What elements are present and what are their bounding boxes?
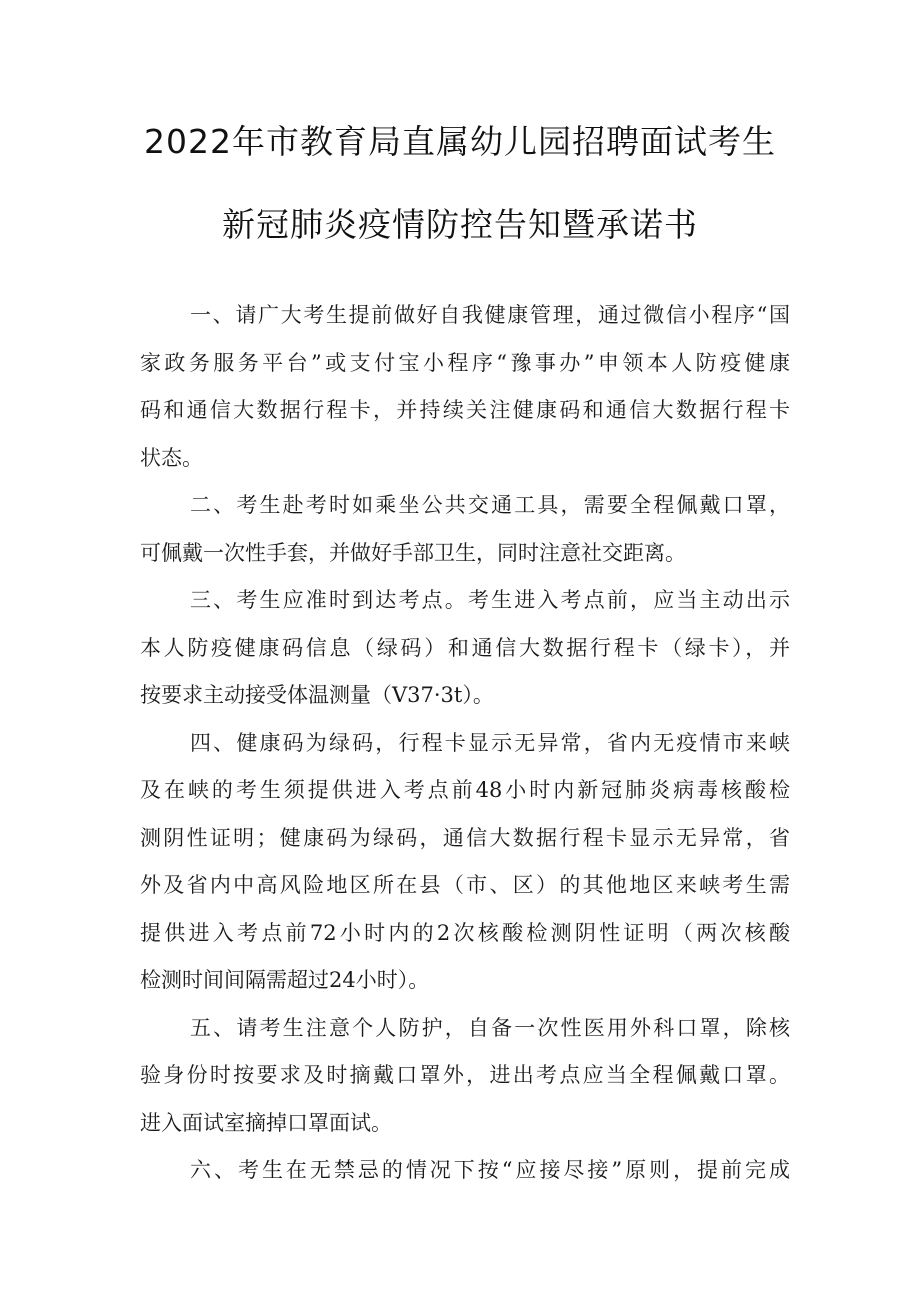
document-body bbox=[140, 292, 790, 1195]
paragraph-line: 进入面试室摘掉口罩面试。 bbox=[140, 1110, 392, 1135]
paragraph-line: 四、健康码为绿码，行程卡显示无异常，省内无疫情市来峡 bbox=[190, 730, 790, 755]
paragraph-line: 按要求主动接受体温测量（V37·3t）。 bbox=[140, 683, 494, 707]
paragraph-2 bbox=[140, 482, 790, 577]
paragraph-line: 二、考生赴考时如乘坐公共交通工具，需要全程佩戴口罩， bbox=[190, 493, 790, 517]
paragraph-line: 五、请考生注意个人防护，自备一次性医用外科口罩，除核 bbox=[190, 1015, 790, 1040]
paragraph-line: 检测时间间隔需超过24小时）。 bbox=[140, 968, 430, 992]
paragraph-4 bbox=[140, 720, 790, 1005]
paragraph-line: 码和通信大数据行程卡，并持续关注健康码和通信大数据行程卡 bbox=[140, 398, 790, 422]
title-line-2: 新冠肺炎疫情防控告知暨承诺书 bbox=[222, 205, 698, 244]
paragraph-line: 及在峡的考生须提供进入考点前48小时内新冠肺炎病毒核酸检 bbox=[140, 778, 790, 802]
paragraph-line: 外及省内中高风险地区所在县（市、区）的其他地区来峡考生需 bbox=[140, 873, 790, 897]
paragraph-line: 三、考生应准时到达考点。考生进入考点前，应当主动出示 bbox=[190, 588, 790, 612]
paragraph-6 bbox=[140, 1147, 790, 1195]
paragraph-line: 一、请广大考生提前做好自我健康管理，通过微信小程序“国 bbox=[190, 303, 790, 327]
paragraph-line: 状态。 bbox=[140, 445, 203, 470]
paragraph-5 bbox=[140, 1005, 790, 1148]
paragraph-line: 本人防疫健康码信息（绿码）和通信大数据行程卡（绿卡），并 bbox=[140, 635, 790, 660]
paragraph-line: 可佩戴一次性手套，并做好手部卫生，同时注意社交距离。 bbox=[140, 540, 686, 565]
paragraph-line: 提供进入考点前72小时内的2次核酸检测阴性证明（两次核酸 bbox=[140, 920, 790, 945]
paragraph-line: 家政务服务平台”或支付宝小程序“豫事办”申领本人防疫健康 bbox=[140, 350, 790, 375]
paragraph-1 bbox=[140, 292, 790, 482]
paragraph-3 bbox=[140, 577, 790, 720]
document-title bbox=[0, 122, 920, 245]
paragraph-line: 验身份时按要求及时摘戴口罩外，进出考点应当全程佩戴口罩。 bbox=[140, 1063, 790, 1087]
title-line-1: 2022年市教育局直属幼儿园招聘面试考生 bbox=[144, 122, 776, 161]
paragraph-line: 测阴性证明；健康码为绿码，通信大数据行程卡显示无异常，省 bbox=[140, 825, 790, 850]
paragraph-line: 六、考生在无禁忌的情况下按“应接尽接”原则，提前完成 bbox=[190, 1158, 790, 1182]
